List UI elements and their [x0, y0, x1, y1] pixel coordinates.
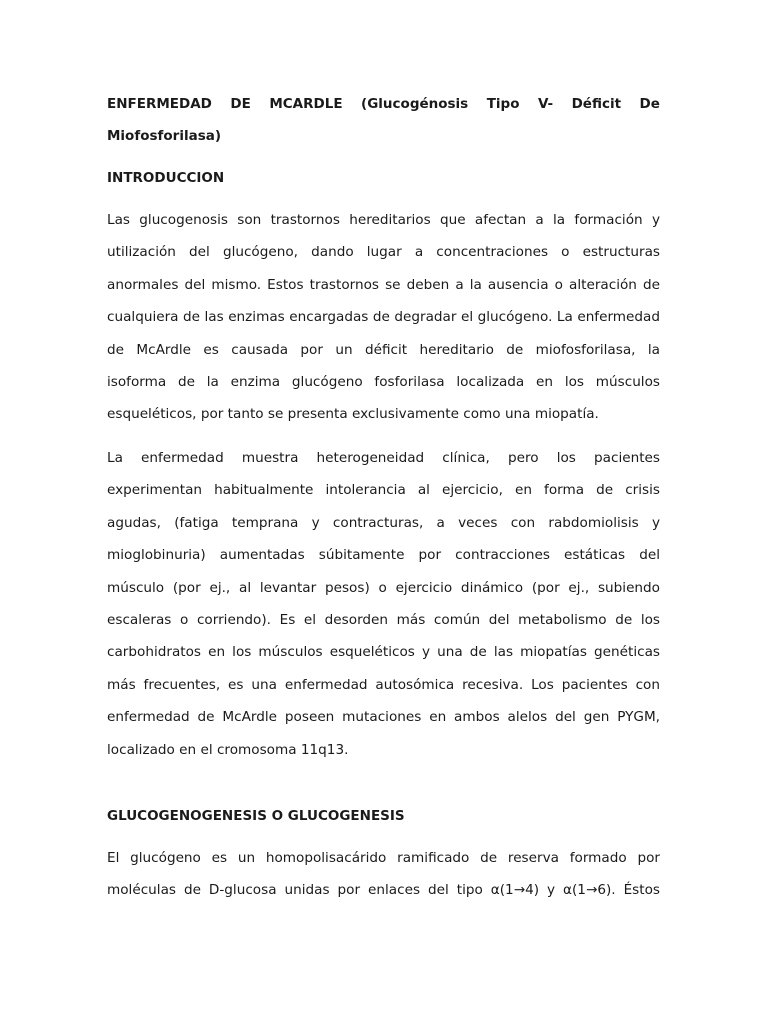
title-word: V-	[538, 96, 554, 112]
title-word: Tipo	[486, 96, 520, 112]
title-line-2: Miofosforilasa)	[107, 128, 222, 144]
paragraph-line: esqueléticos, por tanto se presenta exclusivamente como una miopatía.	[107, 406, 599, 423]
title-line-1	[107, 88, 660, 120]
document-title	[107, 88, 660, 152]
paragraph-3	[107, 842, 660, 907]
paragraph-line: moléculas de D-glucosa unidas por enlaces del tipo α(1→4) y α(1→6). Éstos	[107, 882, 660, 899]
title-word: ENFERMEDAD	[107, 96, 212, 112]
paragraph-1	[107, 204, 660, 431]
paragraph-line: escaleras o corriendo). Es el desorden más común del metabolismo de los	[107, 611, 660, 628]
title-word: (Glucogénosis	[361, 96, 469, 112]
title-word: De	[639, 96, 660, 112]
paragraph-line: enfermedad de McArdle poseen mutaciones en ambos alelos del gen PYGM,	[107, 709, 660, 726]
paragraph-line: La enfermedad muestra heterogeneidad clínica, pero los pacientes	[107, 450, 660, 466]
paragraph-line: experimentan habitualmente intolerancia al ejercicio, en forma de crisis	[107, 482, 660, 499]
paragraph-line: mioglobinuria) aumentadas súbitamente por contracciones estáticas del	[107, 547, 660, 564]
paragraph-line: carbohidratos en los músculos esqueléticos y una de las miopatías genéticas	[107, 644, 660, 661]
section-heading-glucogenogenesis: GLUCOGENOGENESIS O GLUCOGENESIS	[107, 808, 405, 824]
section-heading-introduccion: INTRODUCCION	[107, 170, 225, 186]
title-word: Déficit	[571, 96, 622, 112]
paragraph-line: más frecuentes, es una enfermedad autosómica recesiva. Los pacientes con	[107, 676, 660, 693]
paragraph-line: agudas, (fatiga temprana y contracturas, a veces con rabdomiolisis y	[107, 514, 660, 531]
title-word: MCARDLE	[269, 96, 343, 112]
paragraph-2	[107, 442, 660, 766]
paragraph-line: utilización del glucógeno, dando lugar a concentraciones o estructuras	[107, 244, 660, 261]
paragraph-line: anormales del mismo. Estos trastornos se deben a la ausencia o alteración de	[107, 276, 660, 293]
paragraph-line: El glucógeno es un homopolisacárido ramificado de reserva formado por	[107, 850, 660, 866]
paragraph-line: isoforma de la enzima glucógeno fosforilasa localizada en los músculos	[107, 373, 660, 390]
paragraph-line: músculo (por ej., al levantar pesos) o ejercicio dinámico (por ej., subiendo	[107, 579, 660, 596]
paragraph-line: localizado en el cromosoma 11q13.	[107, 741, 349, 758]
title-word: DE	[230, 96, 251, 112]
paragraph-line: Las glucogenosis son trastornos hereditarios que afectan a la formación y	[107, 212, 660, 228]
paragraph-line: cualquiera de las enzimas encargadas de degradar el glucógeno. La enfermedad	[107, 309, 660, 326]
paragraph-line: de McArdle es causada por un déficit hereditario de miofosforilasa, la	[107, 341, 660, 358]
